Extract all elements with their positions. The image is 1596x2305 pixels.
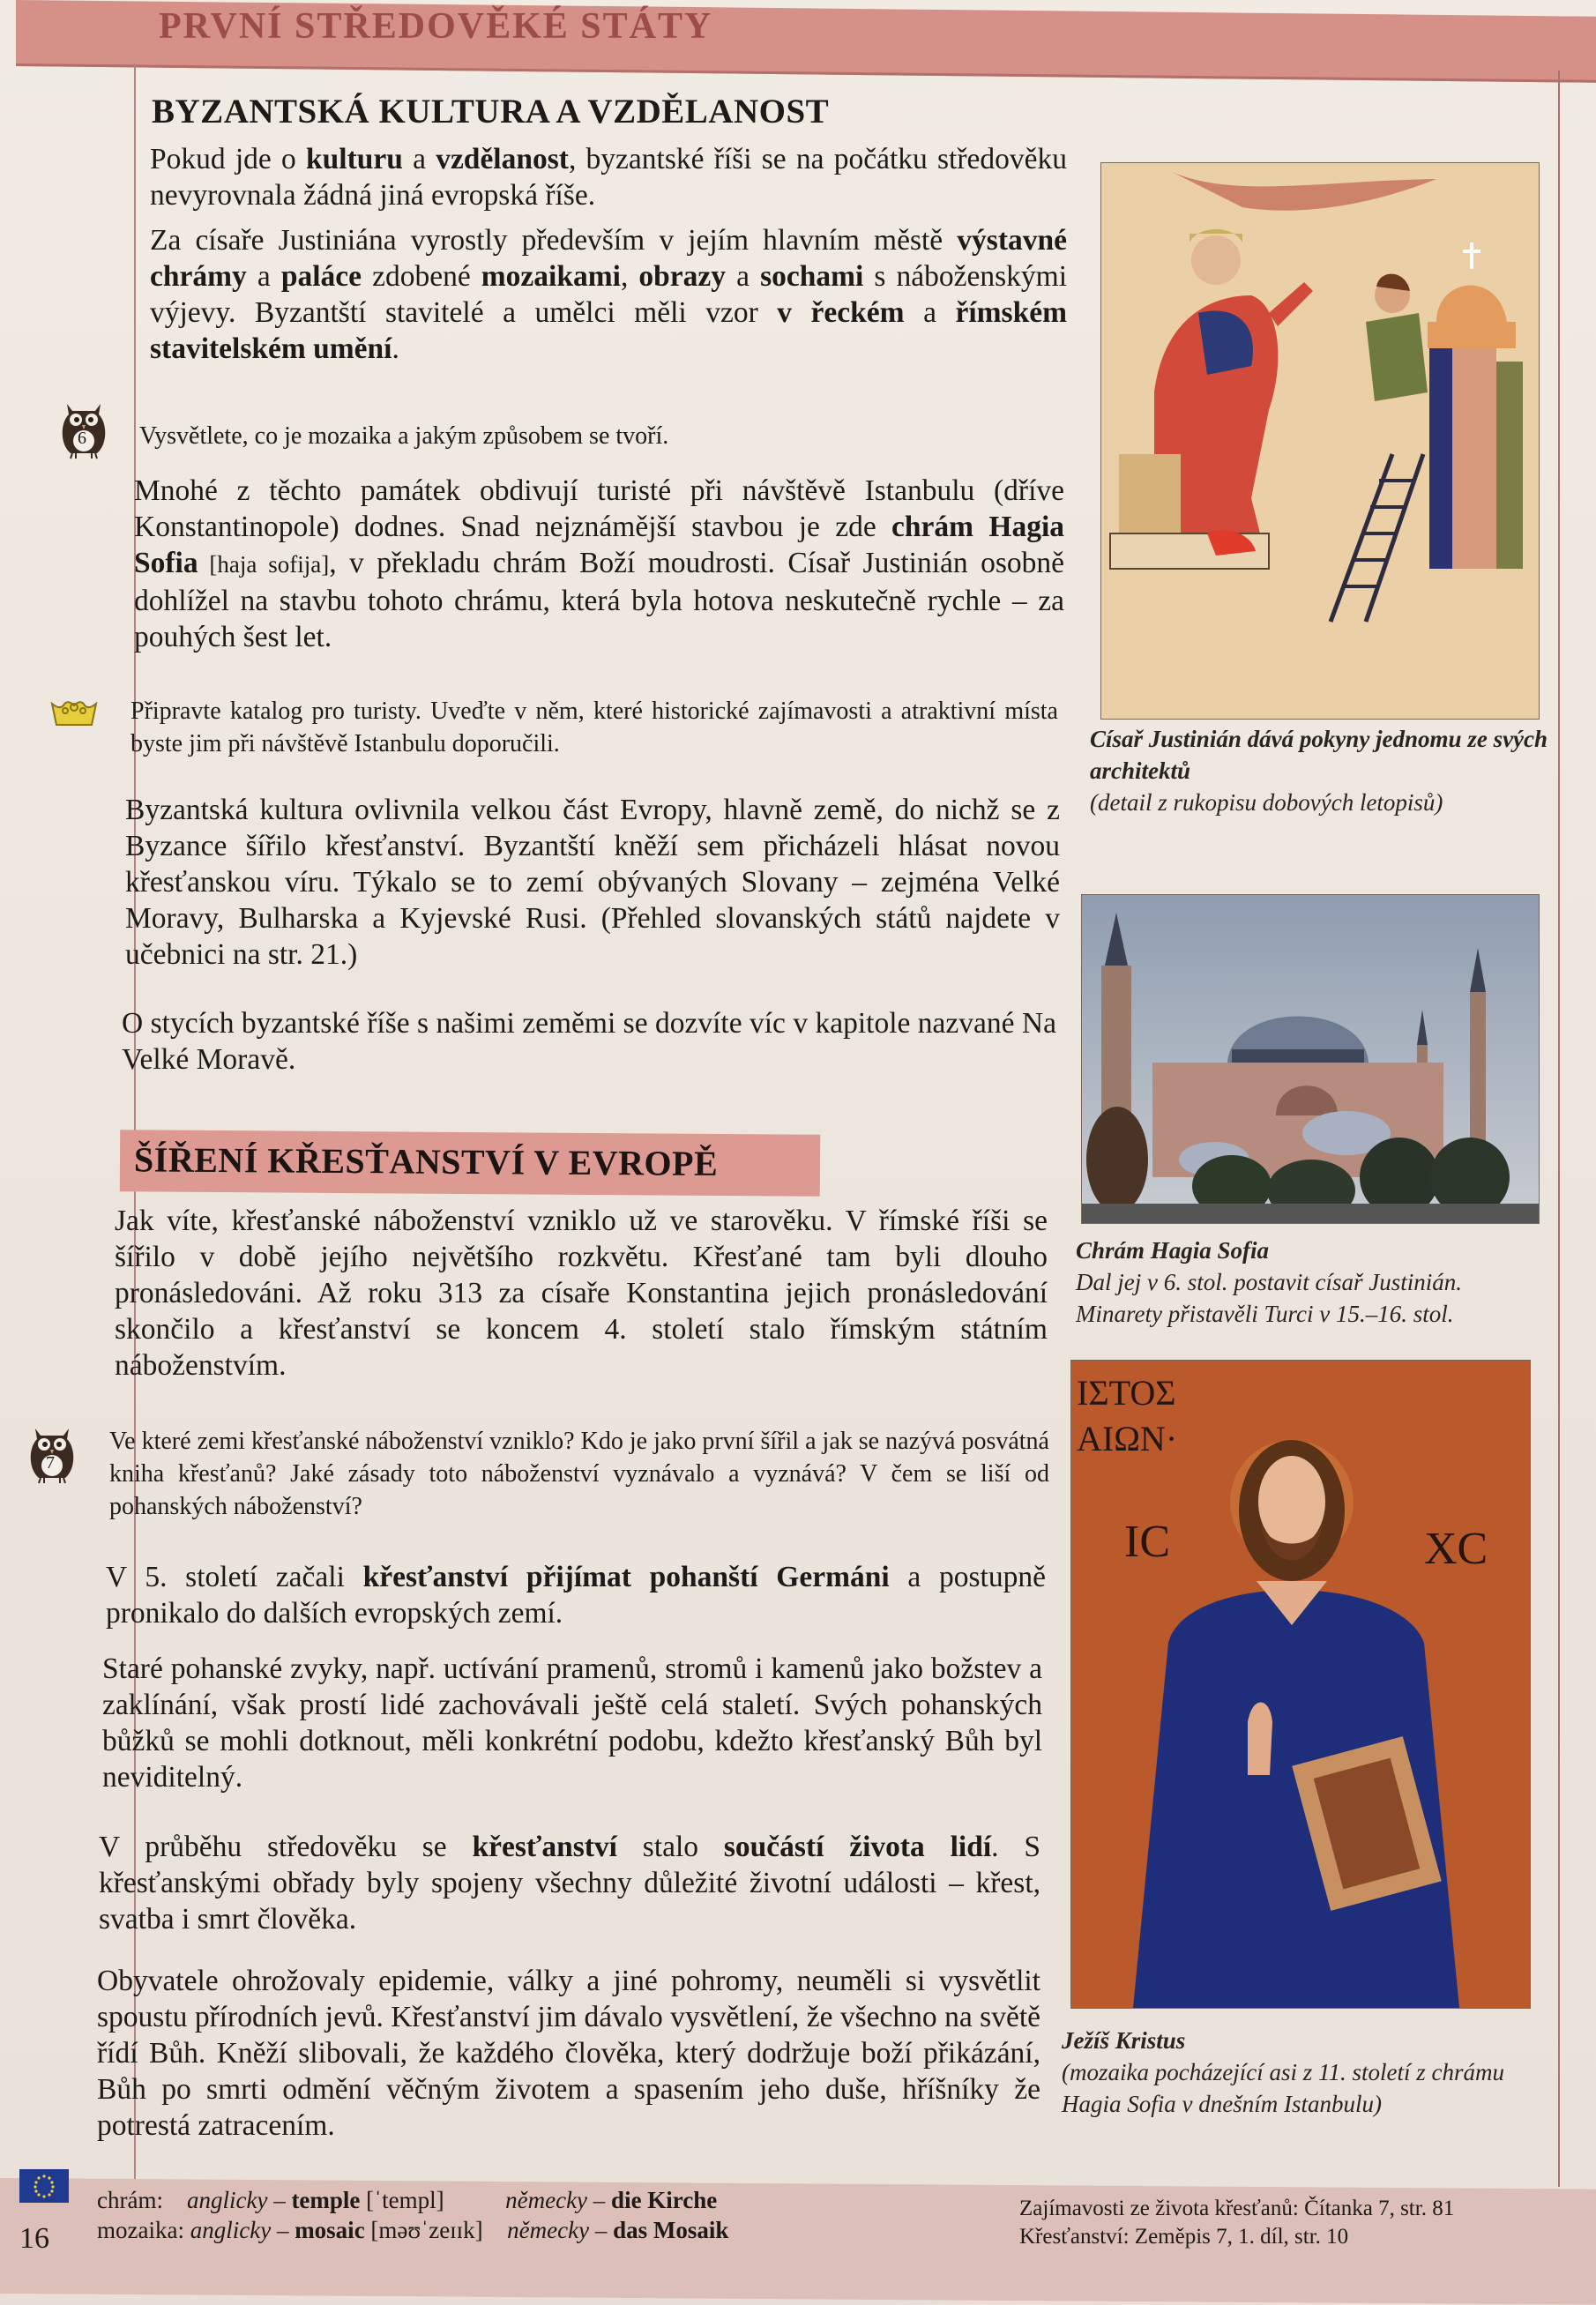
paragraph-christianity-life [99, 1829, 1040, 1937]
ipa: [ˈtempl] [366, 2187, 444, 2213]
hagia-sofia-photo [1081, 894, 1540, 1224]
paragraph-explanations [97, 1963, 1040, 2144]
paragraph-pagan-customs [102, 1651, 1042, 1795]
lang-label: anglicky [186, 2187, 268, 2213]
paragraph-christianity-origin [115, 1203, 1048, 1384]
bold-term: římském stavitelském umění [150, 296, 1067, 365]
lang-label: německy [505, 2187, 588, 2213]
text: V 5. století začali [106, 1561, 363, 1593]
section-heading-box [120, 1130, 820, 1197]
text: , v překladu chrám Boží moudrosti. Císař Justinián osobně dohlížel na stavbu tohoto chrámu, která byla hotova neskutečně rychle – za pouhých šest let. [134, 547, 1064, 653]
paragraph-culture-intro [150, 141, 1067, 213]
text: a [904, 296, 956, 329]
text: Za císaře Justiniána vyrostly především v jejím hlavním městě [150, 224, 958, 257]
text: Staré pohanské zvyky, např. uctívání pramenů, stromů i kamenů jako božstev a zaklínání, však prostí lidé zachovávali ještě celá staletí. Svých pohanských bůžků se mohli dotknout, měli konkrétní podobu, kdežto křesťanský Bůh byl neviditelný. [102, 1652, 1042, 1794]
text: Mnohé z těchto památek obdivují turisté při návštěvě Istanbulu (dříve Konstantinopole) dodnes. Snad nejznámější stavbou je zde [134, 474, 1064, 543]
lang-label: anglicky [190, 2217, 272, 2243]
eu-flag-icon [19, 2169, 69, 2203]
task-6 [139, 420, 1056, 452]
bold-term: v řeckém [777, 296, 905, 329]
cross-reference-2: Křesťanství: Zeměpis 7, 1. díl, str. 10 [1019, 2225, 1349, 2249]
bold-term: paláce [280, 260, 362, 293]
text: a [402, 143, 436, 175]
christ-mosaic-image [1070, 1360, 1531, 2009]
bold-term: kulturu [306, 143, 403, 175]
bold-term: křesťanství přijímat pohanští Germáni [362, 1561, 890, 1593]
task-7 [109, 1425, 1049, 1523]
paragraph-germans [106, 1559, 1046, 1631]
paragraph-justinian-buildings [150, 222, 1067, 367]
task-text: Připravte katalog pro turisty. Uveďte v něm, které historické zajímavosti a atraktivní místa byste jim při návštěvě Istanbulu doporučili. [131, 697, 1058, 757]
text: zdobené [362, 260, 481, 293]
vocab-row-temple [97, 2185, 891, 2215]
task-number: 6 [78, 429, 86, 448]
section-heading-christianity: ŠÍŘENÍ KŘESŤANSTVÍ V EVROPĚ [133, 1139, 719, 1183]
page-number: 16 [19, 2222, 49, 2255]
pronunciation: [haja sofija] [198, 551, 330, 578]
english-word: temple [291, 2187, 361, 2213]
text: . [392, 332, 399, 365]
inscription-xc: XC [1424, 1524, 1488, 1574]
bold-term: vzdělanost [436, 143, 569, 175]
caption-justinian [1090, 723, 1548, 818]
task-catalog [131, 695, 1058, 760]
caption-note: (detail z rukopisu dobových letopisů) [1090, 789, 1443, 816]
text: s náboženskými výjevy. Byzantští stavitelé a umělci měli vzor [150, 260, 1068, 329]
bold-term: výstavné chrámy [150, 224, 1067, 293]
caption-title: Ježíš Kristus [1062, 2027, 1186, 2054]
chapter-title: PRVNÍ STŘEDOVĚKÉ STÁTY [159, 6, 713, 47]
owl-task-icon [26, 1423, 78, 1487]
paragraph-byzantine-influence [125, 792, 1060, 973]
justinian-manuscript-image [1100, 162, 1540, 720]
text: a postupně pronikalo do dalších evropských zemí. [106, 1561, 1046, 1630]
german-word: die Kirche [611, 2187, 718, 2213]
vocab-word: chrám: [97, 2187, 163, 2213]
text: , byzantské říši se na počátku středověku nevyrovnala žádná jiná evropská říše. [150, 143, 1067, 212]
english-word: mosaic [295, 2217, 365, 2243]
dash: – [593, 2187, 606, 2213]
lang-label: německy [507, 2217, 590, 2243]
text: Jak víte, křesťanské náboženství vzniklo už ve starověku. V římské říši se šířilo v době jejího největšího rozkvětu. Křesťané tam byli dlouho pronásledováni. Až roku 313 za císaře Konstantina jejich pronásledování skončilo a křesťanství se koncem 4. století stalo římským státním náboženstvím. [115, 1205, 1048, 1382]
caption-hagia-sofia [1076, 1235, 1552, 1330]
cross-reference-1: Zajímavosti ze života křesťanů: Čítanka 7, str. 81 [1019, 2197, 1455, 2220]
bold-term: chrám Hagia Sofia [134, 511, 1064, 579]
caption-title: Chrám Hagia Sofia [1076, 1237, 1270, 1264]
inscription-line2: ΑΙΩΝ· [1077, 1419, 1178, 1458]
crown-task-icon [49, 698, 99, 728]
dash: – [276, 2217, 289, 2243]
dash: – [273, 2187, 286, 2213]
inscription-line1: ΙΣΤΟΣ [1077, 1373, 1176, 1413]
inscription-ic: IC [1124, 1517, 1170, 1567]
text: Byzantská kultura ovlivnila velkou část Evropy, hlavně země, do nichž se z Byzance šířilo křesťanství. Byzantští kněží sem přicházeli hlásat novou křesťanskou víru. Týkalo se to zemí obývaných Slovany – zejména Velké Moravy, Bulharska a Kyjevské Rusi. (Přehled slovanských států najdete v učebnici na str. 21.) [125, 794, 1060, 971]
section-heading-byzantine-culture: BYZANTSKÁ KULTURA A VZDĚLANOST [152, 93, 830, 131]
task-text: Vysvětlete, co je mozaika a jakým způsobem se tvoří. [139, 422, 669, 450]
german-word: das Mosaik [613, 2217, 729, 2243]
bold-term: křesťanství [472, 1831, 617, 1863]
text: Pokud jde o [150, 143, 306, 175]
caption-note: (mozaika pocházející asi z 11. století z chrámu Hagia Sofia v dnešním Istanbulu) [1062, 2059, 1504, 2117]
dash: – [594, 2217, 608, 2243]
owl-task-icon [58, 399, 109, 462]
bold-term: sochami [760, 260, 864, 293]
text: stalo [616, 1831, 724, 1863]
text: Obyvatele ohrožovaly epidemie, války a jiné pohromy, neuměli si vysvětlit spoustu přírodních jevů. Křesťanství jim dávalo vysvětlení, že všechno na světě řídí Bůh. Kněží slibovali, že každého člověka, který dodržuje boží přikázání, Bůh po smrti odmění věčným životem a spasením jeho duše, hříšníky že potrestá zatracením. [97, 1965, 1040, 2142]
bold-term: mozaikami [481, 260, 621, 293]
text: . S křesťanskými obřady byly spojeny všechny důležité životní události – křest, svatba i smrt člověka. [99, 1831, 1040, 1936]
text: O stycích byzantské říše s našimi zeměmi se dozvíte víc v kapitole nazvané Na Velké Moravě. [122, 1007, 1056, 1076]
bold-term: součástí života lidí [723, 1831, 992, 1863]
caption-note: Dal jej v 6. stol. postavit císař Justinián. Minarety přistavěli Turci v 15.–16. stol. [1076, 1269, 1462, 1327]
text: a [246, 260, 281, 293]
task-text: Ve které zemi křesťanské náboženství vzniklo? Kdo je jako první šířil a jak se nazývá posvátná kniha křesťanů? Jaké zásady toto náboženství vyznávalo a vyznává? V čem se liší od pohanských náboženství? [109, 1428, 1049, 1520]
paragraph-hagia-sofia [134, 473, 1064, 655]
bold-term: obrazy [638, 260, 727, 293]
vocab-word: mozaika: [97, 2217, 184, 2243]
ipa: [məʊˈzeɪɪk] [370, 2217, 483, 2243]
caption-title: Císař Justinián dává pokyny jednomu ze svých architektů [1090, 726, 1548, 784]
vocab-row-mosaic [97, 2215, 891, 2245]
text: V průběhu středověku se [99, 1831, 473, 1863]
caption-christ [1062, 2025, 1538, 2120]
paragraph-great-moravia [122, 1005, 1056, 1078]
text: , [620, 260, 639, 293]
text: a [726, 260, 761, 293]
task-number: 7 [46, 1453, 55, 1473]
right-divider [1558, 71, 1560, 2187]
